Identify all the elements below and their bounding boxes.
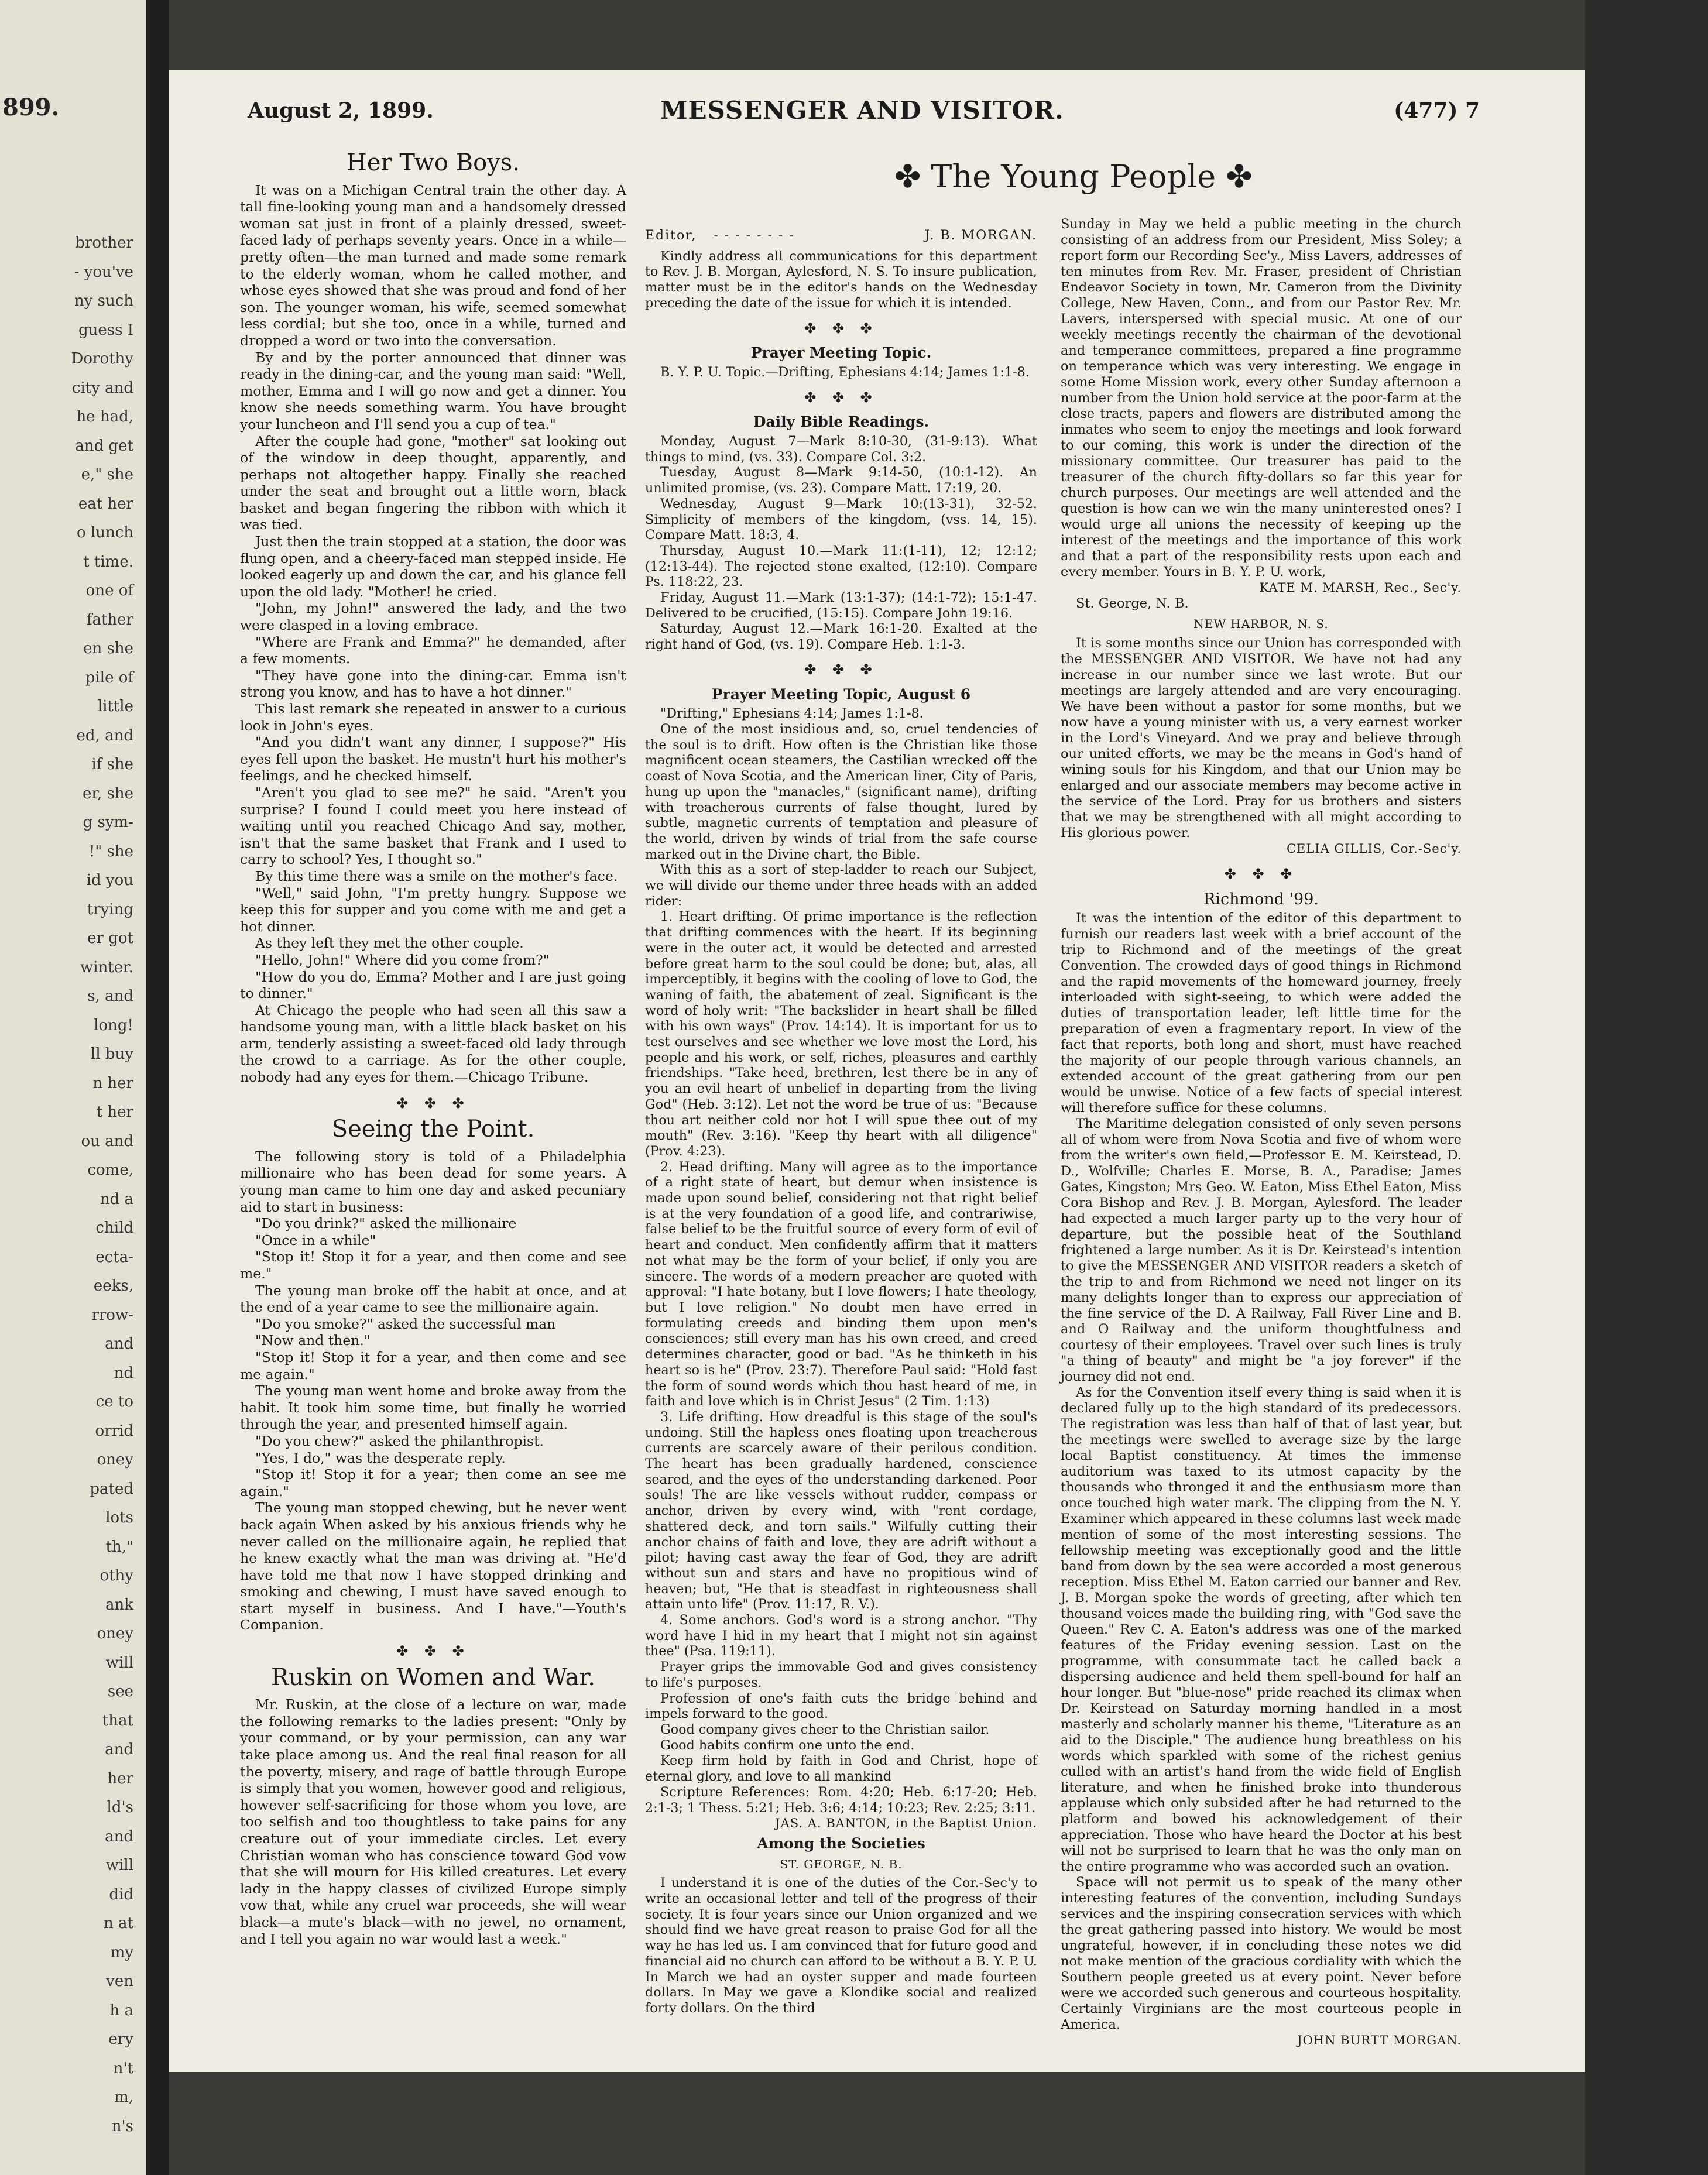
ornament-divider: ✤ ✤ ✤ [396, 1095, 470, 1111]
aug6-signature: JAS. A. BANTON, in the Baptist Union. [775, 1816, 1037, 1831]
adjacent-page-year: 899. [2, 94, 60, 121]
adjacent-text-fragment: othy [100, 1567, 133, 1584]
adjacent-text-fragment: and [105, 1335, 133, 1353]
paragraph: "Drifting," Ephesians 4:14; James 1:1-8. [660, 706, 924, 722]
ornament-divider: ✤ ✤ ✤ [804, 320, 878, 337]
paragraph: "Stop it! Stop it for a year, and then come and see me again." [240, 1349, 626, 1382]
paragraph: After the couple had gone, "mother" sat looking out of the window in deep thought, apparently, and perhaps not altogether happy. Finally she reached under the seat and brought out a little worn, black basket and began fingering the ribbon with which it was tied. [240, 433, 626, 533]
adjacent-text-fragment: er, she [83, 784, 133, 802]
paragraph: "How do you do, Emma? Mother and I are just going to dinner." [240, 968, 626, 1002]
masthead-title: MESSENGER AND VISITOR. [660, 96, 1064, 125]
issue-date: August 2, 1899. [248, 98, 434, 123]
adjacent-text-fragment: long! [94, 1016, 133, 1034]
scan-background-right [1585, 0, 1708, 2175]
article-body-seeing-the-point [240, 1148, 626, 1634]
paragraph: Good company gives cheer to the Christian sailor. [660, 1721, 990, 1737]
adjacent-text-fragment: trying [87, 900, 133, 918]
adjacent-text-fragment: and [105, 1827, 133, 1845]
adjacent-text-fragment: her [107, 1769, 133, 1788]
adjacent-text-fragment: will [105, 1857, 133, 1874]
adjacent-text-fragment: n's [111, 2117, 133, 2135]
section-title: ✤ The Young People ✤ [894, 158, 1253, 195]
adjacent-text-fragment: he had, [76, 408, 133, 426]
new-harbor-letter: It is some months since our Union has corresponded with the MESSENGER AND VISITOR. We have not had any increase in our number since we last wrote. But our meetings are largely attended and are very encouraging. We have been without a pastor for some months, but we now have a young minister with us, a very earnest worker in the Lord's Vineyard. And we pray and believe through our united efforts, we may be the means in God's hand of wining souls for his Kingdom, and that our Union may be enlarged and our associate members may become active in the service of the Lord. Pray for us brothers and sisters that we may be strengthened with all might according to His glorious power. [1061, 636, 1462, 841]
adjacent-text-fragment: nd [114, 1364, 133, 1382]
adjacent-text-fragment: t her [96, 1103, 133, 1121]
adjacent-text-fragment: child [95, 1219, 133, 1237]
adjacent-text-fragment: and get [75, 437, 133, 455]
adjacent-text-fragment: one of [85, 582, 133, 599]
paragraph: As they left they met the other couple. [255, 935, 524, 952]
adjacent-text-fragment: and [105, 1741, 133, 1758]
paragraph: "Now and then." [255, 1332, 371, 1349]
paragraph: Wednesday, August 9—Mark 10:(13-31), 32-52. Simplicity of members of the kingdom, (vss. 14, 15). Compare Matt. 18:3, 4. [645, 496, 1037, 543]
adjacent-text-fragment: ce to [95, 1393, 133, 1411]
page-number: (477) 7 [1394, 98, 1480, 123]
paragraph: At Chicago the people who had seen all this saw a handsome young man, with a little black basket on his arm, tenderly assisting a sweet-faced old lady through the crowd to a carriage. As for the other couple, nobody had any eyes for them.—Chicago Tribune. [240, 1001, 626, 1086]
page-header [169, 98, 1585, 139]
richmond-body [1061, 911, 1462, 2033]
paragraph: Keep firm hold by faith in God and Christ, hope of eternal glory, and love to all mankind [645, 1753, 1037, 1785]
adjacent-text-fragment: my [110, 1943, 133, 1961]
paragraph: With this as a sort of step-ladder to reach our Subject, we will divide our theme under three heads with an added rider: [645, 862, 1037, 909]
adjacent-text-fragment: t time. [83, 553, 133, 571]
adjacent-text-fragment: ny such [74, 292, 133, 310]
adjacent-text-fragment: brother [75, 234, 133, 252]
adjacent-text-fragment: eeks, [93, 1277, 133, 1295]
article-body-her-two-boys [240, 182, 626, 1086]
paragraph: The young man stopped chewing, but he never went back again When asked by his anxious friends why he never called on the millionaire again, he replied that he knew exactly what the man was driving at. "He'd have told me that now I have stopped drinking and smoking and chewing, I must have saved enough to start myself in business. And I have."—Youth's Companion. [240, 1500, 626, 1634]
paragraph: Thursday, August 10.—Mark 11:(1-11), 12; 12:12; (12:13-44). The rejected stone exalted, (12:10). Compare Ps. 118:22, 23. [645, 543, 1037, 590]
paragraph: "Hello, John!" Where did you come from?" [255, 951, 550, 968]
st-george-letter: I understand it is one of the duties of the Cor.-Sec'y to write an occasional letter and tell of the progress of their society. It is four years since our Union organized and we should find we have great reason to praise God for all the way he has led us. I am convinced that for future good and financial aid no church can afford to be without a B. Y. P. U. In March we had an oyster supper and made fourteen dollars. In May we gave a Klondike social and realized forty dollars. On the third [645, 1875, 1037, 2016]
adjacent-text-fragment: h a [109, 2001, 133, 2019]
paragraph: "Yes, I do," was the desperate reply. [255, 1449, 506, 1466]
adjacent-text-fragment: see [107, 1683, 133, 1700]
paragraph: Tuesday, August 8—Mark 9:14-50, (10:1-12). An unlimited promise, (vs. 23). Compare Matt. 17:19, 20. [645, 465, 1037, 496]
article-body-ruskin [240, 1696, 626, 1947]
adjacent-text-fragment: orrid [95, 1422, 133, 1440]
daily-readings-list [645, 434, 1037, 653]
adjacent-text-fragment: ank [105, 1596, 133, 1614]
adjacent-text-fragment: little [97, 698, 133, 715]
adjacent-text-fragment: if she [91, 756, 133, 773]
paragraph: Prayer grips the immovable God and gives consistency to life's purposes. [645, 1659, 1037, 1690]
adjacent-text-fragment: e," she [81, 466, 133, 483]
adjacent-text-fragment: ery [108, 2030, 133, 2048]
paragraph: The following story is told of a Philadelphia millionaire who has been dead for some years. A young man came to him one day and asked pecuniary aid to start in business: [240, 1148, 626, 1215]
adjacent-page-strip [0, 0, 146, 2175]
ornament-divider: ✤ ✤ ✤ [804, 389, 878, 406]
new-harbor-heading: NEW HARBOR, N. S. [1193, 617, 1329, 631]
st-george-place: St. George, N. B. [1076, 596, 1189, 611]
adjacent-text-fragment: Dorothy [71, 350, 133, 368]
paragraph: "Once in a while" [255, 1231, 376, 1248]
adjacent-text-fragment: pile of [85, 668, 133, 687]
st-george-letter-continued: Sunday in May we held a public meeting in the church consisting of an address from our President, Miss Soley; a report form our Recording Sec'y., Miss Lavers, addresses of ten minutes from Rev. Mr. Fraser, president of Christian Endeavor Society in town, Mr. Cameron from the Divinity College, New Haven, Conn., and from our Pastor Rev. Mr. Lavers, interspersed with special music. At one of our weekly meetings recently the chairman of the devotional and temperance committees, prepared a fine programme on temperance which was very interesting. We engage in some Home Mission work, every other Sunday afternoon a number from the Union hold service at the poor-farm at the close tracts, papers and flowers are distributed among the inmates who seem to enjoy the meetings and look forward to our coming, this work is under the direction of the missionary committee. Our treasurer has paid to the treasurer of the church fifty-dollars so far this year for church purposes. Our meetings are well attended and the question is how can we win the many uninterested ones? I would urge all unions the necessity of keeping up the interest of the meetings and the importance of this work and that a part of the responsibility rests upon each and every member. Yours in B. Y. P. U. work, [1061, 217, 1462, 579]
adjacent-text-fragment: will [105, 1653, 133, 1672]
adjacent-text-fragment: ou and [81, 1132, 133, 1150]
paragraph: By and by the porter announced that dinner was ready in the dining-car, and the young man said: "Well, mother, Emma and I will go now and get a dinner. You know she needs something warm. You have brought your luncheon and I'll send you a cup of tea." [240, 349, 626, 433]
paragraph: Scripture References: Rom. 4:20; Heb. 6:17-20; Heb. 2:1-3; 1 Thess. 5:21; Heb. 3:6; 4:14; 10:23; Rev. 2:25; 3:11. [645, 1784, 1037, 1816]
paragraph: One of the most insidious and, so, cruel tendencies of the soul is to drift. How often is the Christian like those magnificent ocean steamers, the Castilian wrecked off the coast of Nova Scotia, and the American liner, City of Paris, hung up upon the "manacles," (significant name), drifting with treacherous currents of false thought, lured by subtle, magnetic currents of temptation and pleasure of the world, driven by winds of trial from the safe course marked out in the Divine chart, the Bible. [645, 721, 1037, 862]
editor-line [645, 228, 1037, 244]
ornament-divider: ✤ ✤ ✤ [396, 1643, 470, 1660]
paragraph: 3. Life drifting. How dreadful is this stage of the soul's undoing. Still the hapless ones floating upon treacherous currents are scarcely aware of their perilous condition. The heart has been gradually hardened, conscience seared, and the eyes of the understanding darkened. Poor souls! The are like vessels without rudder, compass or anchor, driven by every wind, with "rent cordage, shattered deck, and torn sails." Wilfully cutting their anchor chains of faith and love, they are adrift without a pilot; having cast away the fear of God, they are adrift without sun and stars and have no propitious wind of heaven; but, "He that is steadfast in righteousness shall attain unto life" (Prov. 11:17, R. V.). [645, 1409, 1037, 1613]
editor-note: Kindly address all communications for this department to Rev. J. B. Morgan, Aylesford, N. S. To insure publication, matter must be in the editor's hands on the Wednesday preceding the date of the issue for which it is intended. [645, 248, 1037, 311]
adjacent-text-fragment: guess I [78, 321, 133, 339]
paragraph: Mr. Ruskin, at the close of a lecture on war, made the following remarks to the ladies present: "Only by your command, or by your permission, can any war take place among us. And the real final reason for all the poverty, misery, and rage of battle through Europe is simply that you women, however good and religious, however self-sacrificing for those whom you love, are too selfish and too thoughtless to take pains for any creature out of your immediate circles. Let every Christian woman who has conscience toward God vow that she will mourn for His killed creatures. Let every lady in the happy classes of civilized Europe simply vow that, while any cruel war proceeds, she will wear black—a mute's black—with no jewel, no ornament, and I tell you again no war would last a week." [240, 1696, 626, 1947]
adjacent-text-fragment: en she [83, 640, 133, 657]
paragraph: By this time there was a smile on the mother's face. [255, 867, 618, 884]
adjacent-text-fragment: oney [97, 1625, 133, 1642]
paragraph: "Well," said John, "I'm pretty hungry. Suppose we keep this for supper and you come with me and get a hot dinner. [240, 884, 626, 935]
paragraph: "They have gone into the dining-car. Emma isn't strong you know, and has to have a hot dinner." [240, 667, 626, 701]
adjacent-text-fragment: winter. [80, 958, 133, 976]
adjacent-text-fragment: ed, and [76, 726, 133, 745]
adjacent-text-fragment: n't [113, 2059, 133, 2077]
adjacent-text-fragment: oney [97, 1451, 133, 1469]
new-harbor-signature: CELIA GILLIS, Cor.-Sec'y. [1286, 842, 1462, 856]
paragraph: "Stop it! Stop it for a year; then come an see me again." [240, 1466, 626, 1500]
adjacent-text-fragment: lots [105, 1509, 133, 1526]
ornament-divider: ✤ ✤ ✤ [1224, 866, 1298, 882]
paragraph: Profession of one's faith cuts the bridge behind and impels forward to the good. [645, 1690, 1037, 1722]
richmond-title: Richmond '99. [1203, 890, 1319, 908]
paragraph: "Do you drink?" asked the millionaire [255, 1215, 517, 1232]
adjacent-text-fragment: m, [114, 2088, 133, 2106]
newspaper-page [169, 70, 1585, 2072]
paragraph: The Maritime delegation consisted of only seven persons all of whom were from Nova Scotia and five of whom were from the writer's own field,—Professor E. M. Keirstead, D. D., Wolfville; Charles E. Morse, B. A., Paradise; James Gates, Kingston; Mrs Geo. W. Eaton, Miss Ethel Eaton, Miss Cora Bishop and Rev. J. B. Morgan, Aylesford. The leader had expected a much larger party up to the very hour of departure, but the possible heat of the Southland frightened a large number. As it is Dr. Keirstead's intention to give the MESSENGER AND VISITOR readers a sketch of the trip to and from Richmond we need not linger on its many delights longer than to express our appreciation of the fine service of the D. A Railway, Fall River Line and B. and O Railway and the uniform thoughtfulness and courtesy of their employees. Travel over such lines is truly "a thing of beauty" and might be "a joy forever" if the journey did not end. [1061, 1116, 1462, 1384]
adjacent-text-fragment: er got [87, 929, 133, 947]
paragraph: "Do you chew?" asked the philanthropist. [255, 1432, 544, 1449]
prayer-topic-title: Prayer Meeting Topic. [750, 344, 932, 362]
adjacent-text-fragment: ecta- [95, 1248, 133, 1266]
adjacent-text-fragment: rrow- [91, 1306, 133, 1324]
paragraph: 4. Some anchors. God's word is a strong anchor. "Thy word have I hid in my heart that I might not sin against thee" (Psa. 119:11). [645, 1613, 1037, 1659]
paragraph: Monday, August 7—Mark 8:10-30, (31-9:13). What things to mind, (vs. 33). Compare Col. 3:2. [645, 434, 1037, 465]
column-left [240, 149, 626, 1947]
adjacent-text-fragment: th," [105, 1538, 133, 1556]
paragraph: Good habits confirm one unto the end. [660, 1737, 915, 1753]
paragraph: "Stop it! Stop it for a year, and then come and see me." [240, 1248, 626, 1282]
adjacent-text-fragment: o lunch [76, 524, 133, 541]
column-right [1061, 217, 1462, 2049]
among-societies-title: Among the Societies [757, 1834, 925, 1852]
editor-dashes: - - - - - - - - [714, 228, 795, 243]
prayer-topic-text: B. Y. P. U. Topic.—Drifting, Ephesians 4:14; James 1:1-8. [660, 364, 1030, 380]
richmond-signature: JOHN BURTT MORGAN. [1297, 2033, 1462, 2047]
paragraph: "Where are Frank and Emma?" he demanded, after a few moments. [240, 633, 626, 667]
adjacent-text-fragment: father [86, 610, 133, 629]
paragraph: 2. Head drifting. Many will agree as to the importance of a right state of heart, but demur when insistence is made upon sound belief, considering not that right belief is at the very foundation of a good life, and contrariwise, false belief to be the fruitful source of every form of evil of heart and conduct. Men confidently affirm that it matters not what may be the form of your belief, if only you are sincere. The words of a modern preacher are quoted with approval: "I hate botany, but I love flowers; I hate theology, but I love religion." No doubt men have erred in formulating creeds and binding them upon men's consciences; still every man has his own creed, and creed determines character, good or bad. "As he thinketh in his heart so is he" (Prov. 23:7). Therefore Paul said: "Hold fast the form of sound words which thou hast heard of me, in faith and love which is in Christ Jesus" (2 Tim. 1:13) [645, 1159, 1037, 1409]
paragraph: This last remark she repeated in answer to a curious look in John's eyes. [240, 701, 626, 734]
st-george-signature: KATE M. MARSH, Rec., Sec'y. [1259, 581, 1462, 595]
binding-gutter [146, 0, 169, 2175]
paragraph: "John, my John!" answered the lady, and the two were clasped in a loving embrace. [240, 600, 626, 634]
adjacent-text-fragment: eat her [78, 495, 133, 513]
paragraph: "Aren't you glad to see me?" he said. "Aren't you surprise? I found I could meet you here instead of waiting until you reached Chicago And say, mother, isn't that the same basket that Frank and I used to carry to school? Yes, I thought so." [240, 784, 626, 868]
adjacent-text-fragment: n at [104, 1915, 133, 1932]
column-middle [645, 228, 1037, 2016]
article-title-ruskin: Ruskin on Women and War. [271, 1663, 595, 1691]
paragraph: Friday, August 11.—Mark (13:1-37); (14:1-72); 15:1-47. Delivered to be crucified, (15:15). Compare John 19:16. [645, 590, 1037, 621]
adjacent-text-fragment: s, and [87, 987, 133, 1005]
editor-name: J. B. MORGAN. [924, 228, 1037, 243]
paragraph: "Do you smoke?" asked the successful man [255, 1315, 556, 1332]
article-title-seeing-the-point: Seeing the Point. [331, 1116, 535, 1143]
paragraph: Just then the train stopped at a station, the door was flung open, and a cheery-faced man stepped inside. He looked eagerly up and down the car, and his glance fell upon the old lady. "Mother! he cried. [240, 533, 626, 600]
aug6-topic-title: Prayer Meeting Topic, August 6 [711, 685, 971, 703]
editor-label: Editor, [645, 228, 697, 243]
paragraph: It was the intention of the editor of this department to furnish our readers last week with a brief account of the trip to Richmond and of the meetings of the great Convention. The crowded days of good things in Richmond and the rapid movements of the homeward journey, freely interloaded with sight-seeing, to which were added the duties of transportation leader, left little time for the preparation of even a fragmentary report. In view of the fact that reports, both long and short, must have reached the majority of our people through various channels, an extended account of the great gathering from our pen would be unwise. Notice of a few facts of special interest will therefore suffice for these columns. [1061, 911, 1462, 1116]
paragraph: The young man went home and broke away from the habit. It took him some time, but finally he worried through the year, and presented himself again. [240, 1382, 626, 1433]
daily-readings-title: Daily Bible Readings. [753, 413, 930, 431]
paragraph: Space will not permit us to speak of the many other interesting features of the convention, including Sundays services and the inspiring consecration services with which the great gathering passed into history. We would be most ungrateful, however, if in concluding these notes we did not make mention of the gracious cordiality with which the Southern people greeted us at every point. Never before were we accorded such generous and courteous hospitality. Certainly Virginians are the most courteous people in America. [1061, 1875, 1462, 2032]
st-george-heading: ST. GEORGE, N. B. [780, 1857, 903, 1871]
adjacent-text-fragment: nd a [100, 1190, 133, 1208]
paragraph: 1. Heart drifting. Of prime importance is the reflection that drifting commences with the heart. If its beginning were in the outer act, it would be detected and arrested before great harm to the soul could be done; but, alas, all imperceptibly, it begins with the cooling of love to God, the waning of faith, the abatement of zeal. Significant is the word of holy writ: "The backslider in heart shall be filled with his own ways" (Prov. 14:14). It is important for us to test ourselves and see whether we love most the Lord, his people and his work, or self, riches, pleasures and earthly friendships. "Take heed, brethren, lest there be in any of you an evil heart of unbelief in departing from the living God" (Heb. 3:12). Let not the word be true of us: "Because thou art neither cold nor hot I will spue thee out of my mouth" (Rev. 3:16). "Keep thy heart with all diligence" (Prov. 4:23). [645, 909, 1037, 1159]
adjacent-text-fragment: that [102, 1711, 133, 1730]
ornament-divider: ✤ ✤ ✤ [804, 661, 878, 678]
paragraph: Saturday, August 12.—Mark 16:1-20. Exalted at the right hand of God, (vs. 19). Compare Heb. 1:1-3. [645, 621, 1037, 653]
paragraph: "And you didn't want any dinner, I suppose?" His eyes fell upon the basket. He mustn't hurt his mother's feelings, and he checked himself. [240, 734, 626, 784]
adjacent-text-fragment: g sym- [83, 814, 133, 831]
adjacent-text-fragment: - you've [74, 263, 133, 281]
adjacent-text-fragment: id you [86, 872, 133, 889]
adjacent-text-fragment: did [109, 1885, 133, 1903]
paragraph: It was on a Michigan Central train the other day. A tall fine-looking young man and a handsomely dressed woman sat just in front of a plainly dressed, sweet-faced lady of perhaps seventy years. Once in a while—pretty often—the man turned and made some remark to the elderly woman, whom he called mother, and whose eyes showed that she was proud and fond of her son. The younger woman, his wife, seemed somewhat less cordial; but she too, once in a while, turned and dropped a word or two into the conversation. [240, 181, 626, 349]
adjacent-text-fragment: !" she [88, 842, 133, 860]
article-title-her-two-boys: Her Two Boys. [347, 149, 520, 176]
aug6-topic-body [645, 706, 1037, 1816]
paragraph: The young man broke off the habit at once, and at the end of a year came to see the millionaire again. [240, 1282, 626, 1316]
adjacent-text-fragment: n her [92, 1074, 133, 1092]
adjacent-text-fragment: ld's [107, 1799, 133, 1816]
adjacent-text-fragment: ll buy [91, 1045, 133, 1063]
adjacent-text-fragment: come, [87, 1161, 133, 1179]
adjacent-text-fragment: ven [106, 1972, 133, 1990]
adjacent-text-fragment: city and [71, 379, 133, 397]
paragraph: As for the Convention itself every thing is said when it is declared fully up to the high standard of its predecessors. The registration was less than half of that of last year, but the meetings were swelled to average size by the large local Baptist constituency. At times the immense auditorium was taxed to its utmost capacity by the thousands who thronged it and the enthusiasm more than once touched high water mark. The clipping from the N. Y. Examiner which appeared in these columns last week made mention of some of the most interesting sessions. The fellowship meeting was exceptionally good and the little band from down by the sea were accorded a most generous reception. Miss Ethel M. Eaton carried our banner and Rev. J. B. Morgan spoke the words of greeting, after which ten thousand voices made the building ring, with "God save the Queen." Rev C. A. Eaton's address was one of the marked features of the Friday evening session. Last on the programme, with consummate tact he called back a dispersing audience and held them spell-bound for half an hour longer. But "blue-nose" pride reached its climax when Dr. Keirstead on Saturday morning handled in a most masterly and scholarly manner his theme, "Literature as an aid to the Disciple." The audience hung breathless on his words which sparkled with some of the richest genius culled with an artist's hand from the wide field of English literature, and when he finished broke into thunderous applause which only subsided after he had returned to the platform and bowed his acknowledgement of their appreciation. Those who have heard the Doctor at his best will not be surprised to learn that he was the only man on the entire programme who was accorded such an ovation. [1061, 1385, 1462, 1874]
adjacent-text-fragment: pated [90, 1480, 133, 1498]
